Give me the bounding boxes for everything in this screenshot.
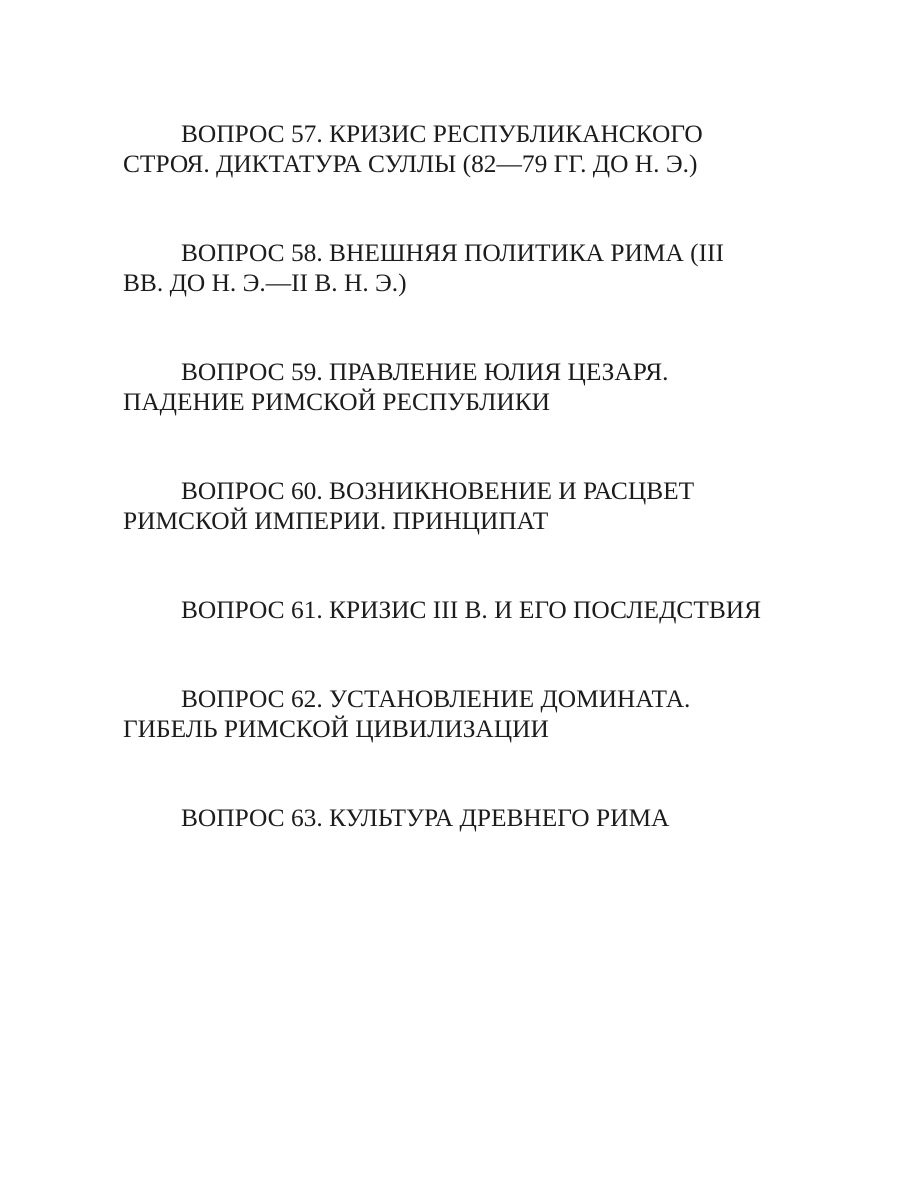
heading-line: ВОПРОС 61. КРИЗИС III В. И ЕГО ПОСЛЕДСТВИЯ [181,596,762,624]
heading-line: ПАДЕНИЕ РИМСКОЙ РЕСПУБЛИКИ [123,388,550,416]
heading-question-58 [123,238,763,298]
heading-line: ВОПРОС 57. КРИЗИС РЕСПУБЛИКАНСКОГО [181,120,703,148]
heading-line: ВОПРОС 63. КУЛЬТУРА ДРЕВНЕГО РИМА [181,804,670,832]
heading-line: СТРОЯ. ДИКТАТУРА СУЛЛЫ (82—79 ГГ. ДО Н. Э.) [123,150,698,178]
heading-question-63 [123,803,763,833]
heading-question-62 [123,684,763,744]
heading-question-59 [123,357,763,417]
heading-line: ВОПРОС 62. УСТАНОВЛЕНИЕ ДОМИНАТА. [181,685,691,713]
heading-line: РИМСКОЙ ИМПЕРИИ. ПРИНЦИПАТ [123,507,549,535]
heading-line: ВВ. ДО Н. Э.—II В. Н. Э.) [123,269,407,297]
heading-line: ВОПРОС 59. ПРАВЛЕНИЕ ЮЛИЯ ЦЕЗАРЯ. [181,358,669,386]
toc-heading-list [123,119,763,833]
heading-line: ГИБЕЛЬ РИМСКОЙ ЦИВИЛИЗАЦИИ [123,715,549,743]
heading-line: ВОПРОС 58. ВНЕШНЯЯ ПОЛИТИКА РИМА (III [181,239,724,267]
heading-question-57 [123,119,763,179]
heading-line: ВОПРОС 60. ВОЗНИКНОВЕНИЕ И РАСЦВЕТ [181,477,695,505]
heading-question-61 [123,595,763,625]
heading-question-60 [123,476,763,536]
